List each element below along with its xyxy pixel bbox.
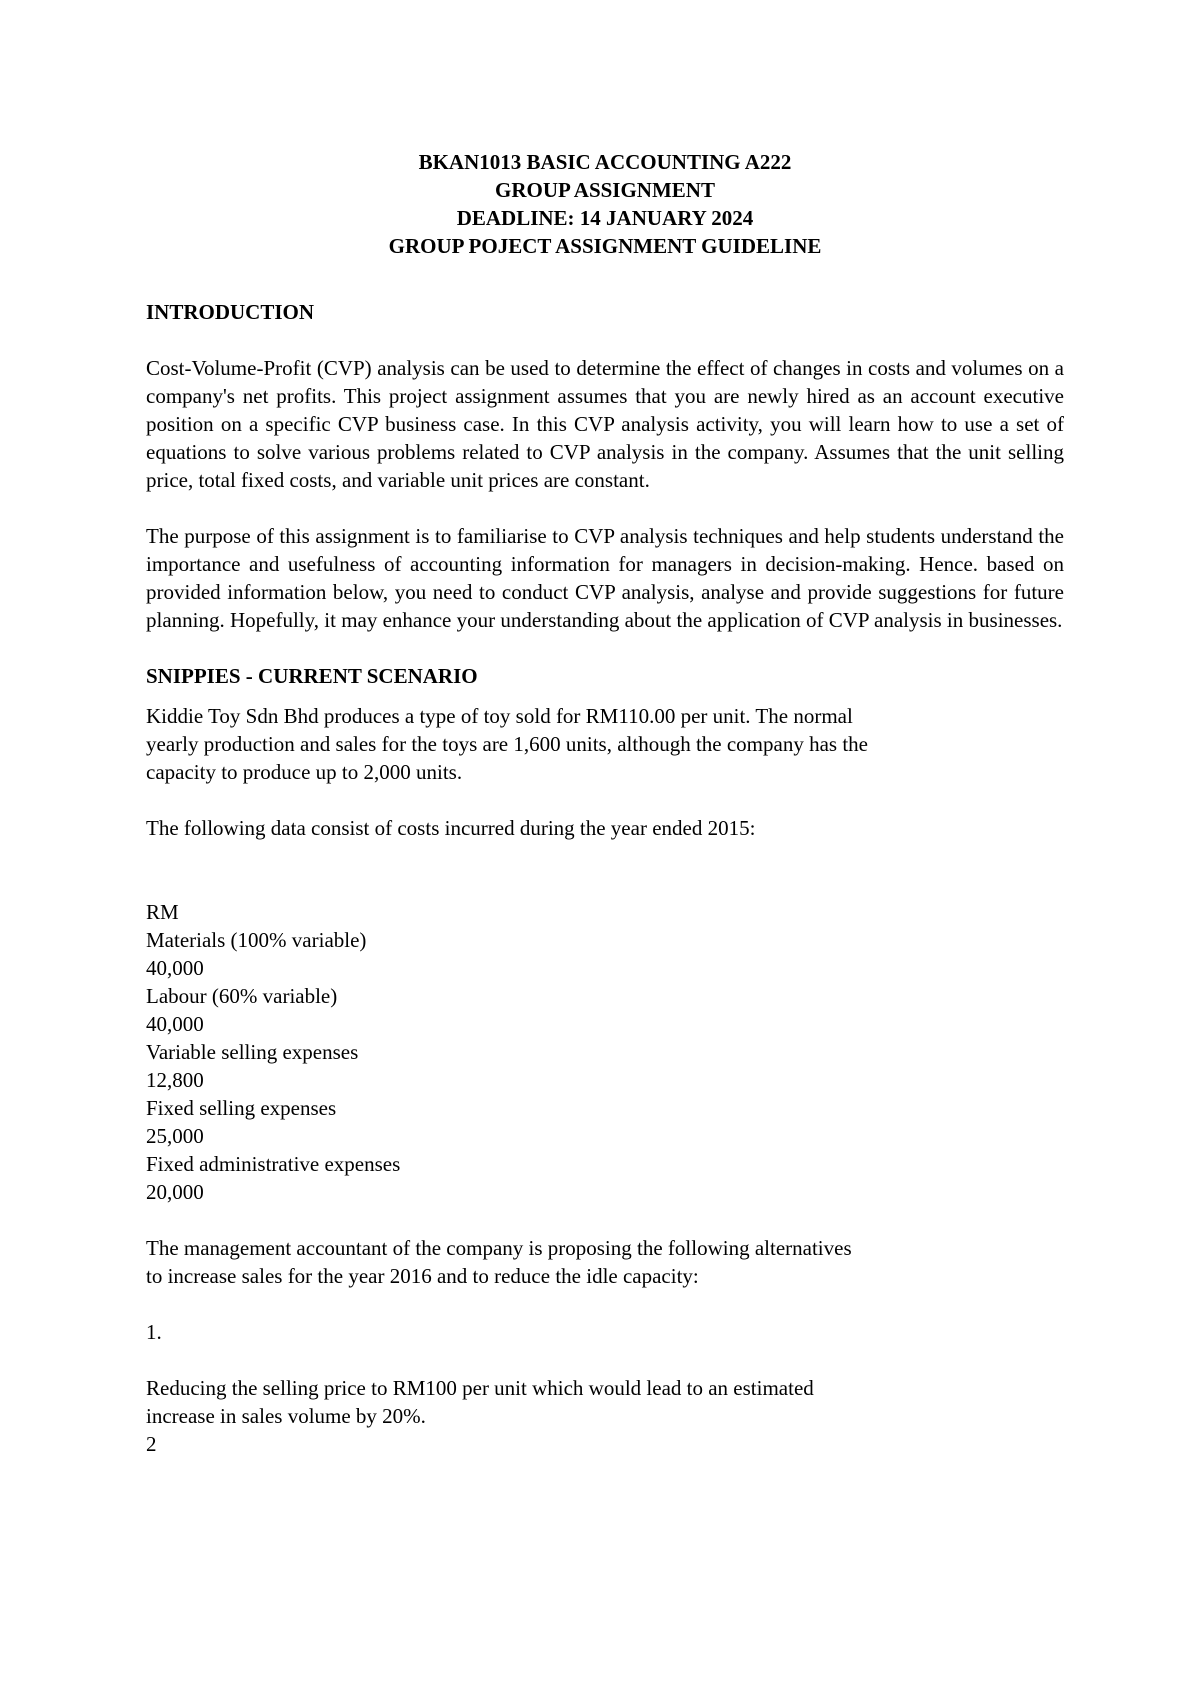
scenario-paragraph-1: [146, 702, 1064, 786]
course-title: BKAN1013 BASIC ACCOUNTING A222: [418, 150, 792, 174]
cost-label: Labour (60% variable): [146, 984, 338, 1008]
alternative-1-line: Reducing the selling price to RM100 per unit which would lead to an estimated: [146, 1376, 814, 1400]
deadline: DEADLINE: 14 JANUARY 2024: [456, 206, 754, 230]
cost-amount: 25,000: [146, 1124, 204, 1148]
currency-label: RM: [146, 900, 179, 924]
introduction-paragraph-1: Cost-Volume-Profit (CVP) analysis can be used to determine the effect of changes in costs and volumes on a company's net profits. This project assignment assumes that you are newly hired as an account executive position on a specific CVP business case. In this CVP analysis activity, you will learn how to use a set of equations to solve various problems related to CVP analysis in the company. Assumes that the unit selling price, total fixed costs, and variable unit prices are constant.: [146, 356, 1064, 492]
scenario-paragraph-1-line: yearly production and sales for the toys are 1,600 units, although the company has the: [146, 732, 868, 756]
introduction-heading: INTRODUCTION: [146, 300, 315, 324]
scenario-paragraph-1-line: capacity to produce up to 2,000 units.: [146, 760, 463, 784]
alternative-1-text: [146, 1374, 1064, 1430]
cost-amount: 40,000: [146, 956, 204, 980]
scenario-paragraph-3: [146, 1234, 1064, 1290]
scenario-paragraph-1-line: Kiddie Toy Sdn Bhd produces a type of toy sold for RM110.00 per unit. The normal: [146, 704, 853, 728]
scenario-paragraph-3-line: The management accountant of the company is proposing the following alternatives: [146, 1236, 852, 1260]
cost-label: Variable selling expenses: [146, 1040, 359, 1064]
guideline-title: GROUP POJECT ASSIGNMENT GUIDELINE: [388, 234, 822, 258]
cost-list: [146, 898, 1064, 1206]
cost-label: Fixed selling expenses: [146, 1096, 337, 1120]
alternative-2-number: 2: [146, 1432, 157, 1456]
cost-amount: 40,000: [146, 1012, 204, 1036]
scenario-paragraph-2: The following data consist of costs incurred during the year ended 2015:: [146, 816, 756, 840]
document-content: [146, 148, 1064, 1458]
cost-amount: 20,000: [146, 1180, 204, 1204]
alternative-1-line: increase in sales volume by 20%.: [146, 1404, 426, 1428]
cost-label: Materials (100% variable): [146, 928, 367, 952]
assignment-type: GROUP ASSIGNMENT: [495, 178, 715, 202]
cost-label: Fixed administrative expenses: [146, 1152, 401, 1176]
title-block: [146, 148, 1064, 260]
alternative-1-number: 1.: [146, 1320, 162, 1344]
scenario-paragraph-3-line: to increase sales for the year 2016 and to reduce the idle capacity:: [146, 1264, 699, 1288]
cost-amount: 12,800: [146, 1068, 204, 1092]
scenario-heading: SNIPPIES - CURRENT SCENARIO: [146, 664, 478, 688]
introduction-paragraph-2: The purpose of this assignment is to familiarise to CVP analysis techniques and help students understand the importance and usefulness of accounting information for managers in decision-making. Hence. based on provided information below, you need to conduct CVP analysis, analyse and provide suggestions for future planning. Hopefully, it may enhance your understanding about the application of CVP analysis in businesses.: [146, 524, 1064, 632]
